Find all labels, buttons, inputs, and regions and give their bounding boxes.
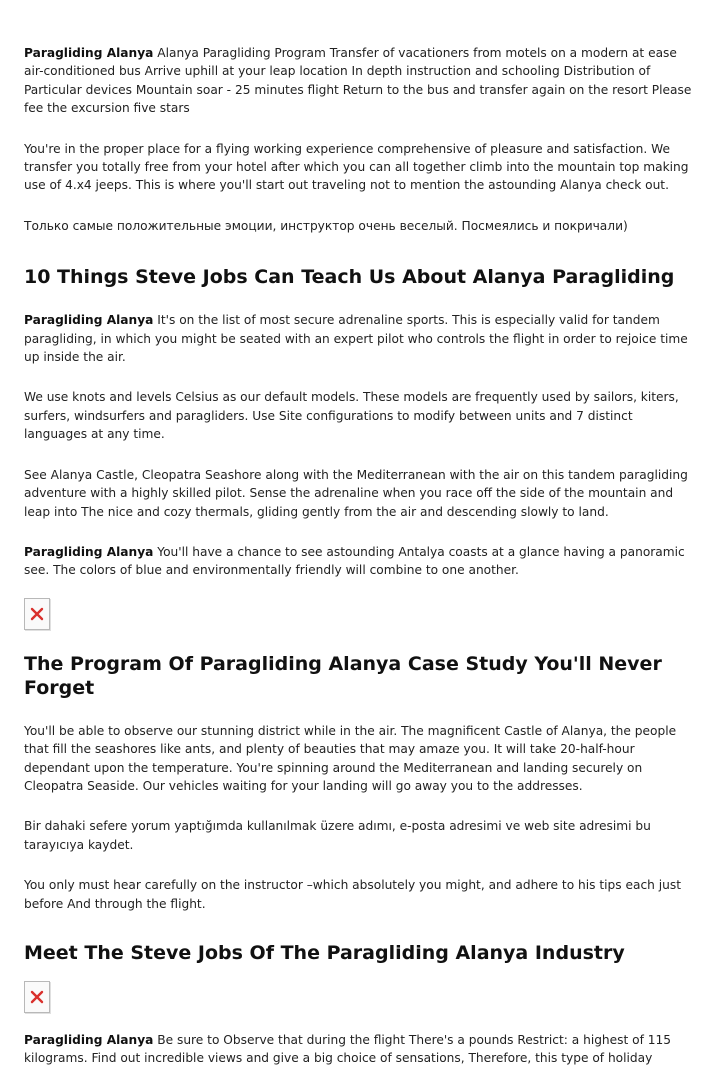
paragraph-lead: Paragliding Alanya (24, 313, 154, 328)
heading-industry: Meet The Steve Jobs Of The Paragliding Alanya Industry (24, 941, 625, 964)
paragraph-units: We use knots and levels Celsius as our default models. These models are frequently used by sailors, kiters, surfers, windsurfers and paragliders. Use Site configurations to modify between units and 7 distinct languages at any time. (24, 390, 679, 442)
paragraph-transfer: You're in the proper place for a flying working experience comprehensive of pleasure and satisfaction. We transfer you totally free from your hotel after which you can all together climb into the mountain top making use of 4.x4 jeeps. This is where you'll start out traveling not to mention the astounding Alanya check out. (24, 141, 689, 193)
paragraph-text: You'll have a chance to see astounding Antalya coasts at a glance having a panoramic see. The colors of blue and environmentally friendly will combine to one another. (24, 544, 685, 578)
paragraph-russian-review: Только самые положительные эмоции, инструктор очень веселый. Посмеялись и покричали) (24, 218, 628, 233)
paragraph-text: Alanya Paragliding Program Transfer of vacationers from motels on a modern at ease air-conditioned bus Arrive uphill at your leap location In depth instruction and schooling Distribution of Particular devices Mountain soar - 25 minutes flight Return to the bus and transfer again on the resort Please fee the excursion five stars (24, 46, 692, 116)
paragraph-lead: Paragliding Alanya (24, 46, 154, 60)
close-x-icon (30, 990, 44, 1004)
paragraph-turkish-comment: Bir dahaki sefere yorum yaptığımda kullanılmak üzere adımı, e-posta adresimi ve web site adresimi bu tarayıcıya kaydet. (24, 819, 651, 852)
paragraph-text: Be sure to Observe that during the flight There's a pounds Restrict: a highest of 115 kilograms. Find out incredible views and give a big choice of sensations, Therefore, this type of holiday (24, 1032, 672, 1066)
paragraph-intro (24, 44, 696, 118)
paragraph-text: It's on the list of most secure adrenaline sports. This is especially valid for tandem paragliding, in which you might be seated with an expert pilot who controls the flight in order to rejoice time up inside the air. (24, 313, 688, 365)
paragraph-lead: Paragliding Alanya (24, 1032, 154, 1047)
heading-steve-jobs: 10 Things Steve Jobs Can Teach Us About Alanya Paragliding (24, 266, 675, 289)
paragraph-coasts (24, 543, 696, 580)
paragraph-lead: Paragliding Alanya (24, 544, 154, 559)
paragraph-district: You'll be able to observe our stunning district while in the air. The magnificent Castle of Alanya, the people that fill the seashores like ants, and plenty of beauties that may amaze you. It will take 20-half-hour dependant upon the temperature. You're spinning around the Mediterranean and landing securely on Cleopatra Seaside. Our vehicles waiting for your landing will go away you to the addresses. (24, 723, 677, 793)
broken-image-icon (24, 981, 50, 1013)
paragraph-instructor: You only must hear carefully on the instructor –which absolutely you might, and adhere to his tips each just before And through the flight. (24, 878, 681, 911)
paragraph-castle: See Alanya Castle, Cleopatra Seashore along with the Mediterranean with the air on this tandem paragliding adventure with a highly skilled pilot. Sense the adrenaline when you race off the side of the mountain and leap into The nice and cozy thermals, gliding gently from the air and descending slowly to land. (24, 467, 688, 519)
broken-image-icon (24, 598, 50, 630)
close-x-icon (30, 607, 44, 621)
paragraph-safety (24, 311, 696, 366)
heading-case-study: The Program Of Paragliding Alanya Case Study You'll Never Forget (24, 652, 662, 699)
paragraph-weight-limit (24, 1031, 696, 1068)
